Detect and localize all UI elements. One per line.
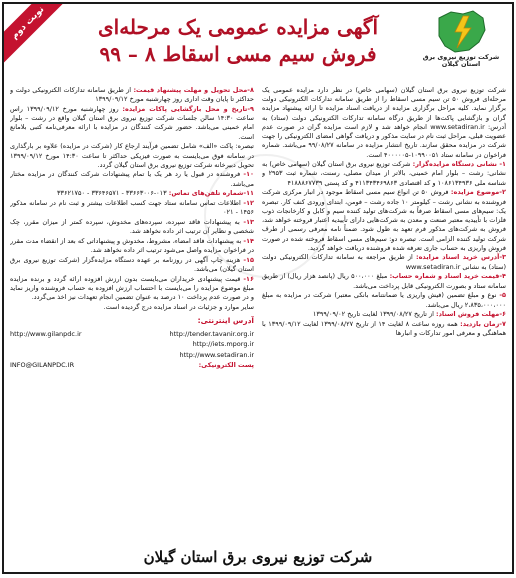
clause-text: هزینه چاپ آگهی در روزنامه بر عهده دستگاه مزایده‌گزار (شرکت توزیع نیروی برق استان گیلان) می‌باشد. <box>10 255 254 274</box>
clause-label: ۱۱-شماره تلفن‌های تماس: <box>168 189 254 198</box>
clause-item <box>10 275 254 303</box>
clause-label: ۱۵- <box>243 255 254 264</box>
clause-text: نوع و مبلغ تضمین (فیش واریزی یا ضمانتنامه بانکی معتبر) شرکت در مزایده به مبلغ ۲،۸۳۵،۰۰۰،۰۰۰ ریال می‌باشد. <box>262 291 506 309</box>
clause-text: فروش ۵۰ تن انواع سیم مسی اسقاط موجود در انبار مرکزی شرکت فروشنده به نشانی رشت – کیلومتر ۱۰ جاده رشت – فومن، ابتدای ورودی کنف کار. تبصره یک: سیم‌های مسی اسقاط صرفاً به شرکت‌های تولید کننده سیم و کابل و کارخانجات ذوب فلزات با تأییدیه معتبر صنعت و معدن به شرکت‌هایی دارای تأییدیه اعتبار فروخته خواهد شد، فروش به شرکت‌های مذکور فرم تعهد به طول شود. ضمناً نامه معرفی رسمی از طرف شرکت تولید کننده الزامی است. تبصره دو: سیم‌های مسی اسقاط فروخته شده در صورت فروش واریزی به حساب جاری تعرفه شده فروشنده دریافت خواهد گردید. <box>262 188 506 252</box>
website-row <box>10 329 254 339</box>
clause-label: ۵- <box>499 291 506 300</box>
clause-item <box>10 237 254 255</box>
email-address[interactable]: INFO@GILANPDC.IR <box>10 361 75 370</box>
clause-text: اطلاعات تماس سامانه ستاد جهت کسب اطلاعات بیشتر و ثبت نام در سامانه مذکور ۱۴۵۶ - ۰۲۱ <box>10 199 254 217</box>
round-badge: نوبت دوم <box>2 2 71 66</box>
clause-text: سایر موارد و جزئیات در اسناد مزایده درج گردیده است. <box>103 303 254 312</box>
clause-label: ۳-آدرس خرید اسناد مزایده: <box>416 253 506 262</box>
email-row <box>10 360 254 370</box>
logo-caption-line1: شرکت توزیع نیروی برق <box>422 53 500 61</box>
left-column <box>10 86 254 542</box>
clause-label: ۶-مهلت فروش اسناد: <box>435 310 506 319</box>
clause-item <box>10 256 254 274</box>
clause-text: به پیشنهادات فاقد سپرده، سپرده‌های مخدوش، سپرده کمتر از میزان مقرر، چک شخصی و نظایر آن ترتیب اثر داده نخواهد شد. <box>10 218 254 236</box>
clause-text: از تاریخ ۱۳۹۹/۰۸/۲۷ لغایت تاریخ ۱۳۹۹/۰۹/۰۲ <box>312 310 434 319</box>
tender-ad <box>2 2 514 574</box>
iran-map-lightning-icon <box>433 8 489 54</box>
clause-label: ۱۳- <box>243 218 254 227</box>
websites-title: آدرس اینترنتی: <box>197 316 254 326</box>
email-label: پست الکترونیکی: <box>198 361 254 370</box>
clause-label: ۱۰- <box>243 170 254 179</box>
clause-text: فروشنده در قبول یا رد هر یک یا تمام پیشنهادات شرکت کنندگان در مزایده مختار می‌باشد. <box>10 170 254 188</box>
clause-text: از طریق مراجعه به سامانه تدارکات الکترونیکی دولت (ستاد) به نشانی www.setadiran.ir <box>262 253 506 271</box>
right-column <box>262 86 506 542</box>
clause-text: به پیشنهادات فاقد امضاء، مشروط، مخدوش و پیشنهاداتی که بعد از انقضاء مدت مقرر در فراخوان مزایده واصل می‌شود ترتیب اثر داده نخواهد شد. <box>10 237 254 255</box>
clause-text: مبلغ ۵۰۰،۰۰۰ ریال (پانصد هزار ریال) از طریق سامانه ستاد و بصورت الکترونیکی قابل پرداخت می‌باشد. <box>262 272 506 290</box>
website-link[interactable]: http://www.setadiran.ir <box>179 350 254 359</box>
company-logo <box>422 8 500 69</box>
clause-label: ۷-زمان بازدید: <box>460 319 506 328</box>
clause-text: همه روزه ساعت ۸ لغایت ۱۴ از تاریخ ۱۳۹۹/۰۸/۲۷ لغایت ۱۳۹۹/۰۹/۱۲ با هماهنگی و معرفی امور تدارکات و انبارها <box>262 319 506 338</box>
clause-item <box>262 253 506 271</box>
clause-label: ۱۴- <box>243 237 254 245</box>
ad-title: آگهی مزایده عمومی یک مرحله‌ای <box>97 15 378 39</box>
clause-label: ۴-قیمت خرید اسناد و شماره حساب: <box>389 272 506 281</box>
clause-item <box>262 310 506 319</box>
title-block <box>64 14 412 68</box>
clause-text: ۰۱۳-۳۳۶۶۳۰۰۶ - ۳۳۶۴۶۵۷۱ - ۳۳۶۲۱۷۵۰ <box>57 189 167 198</box>
website-link[interactable]: http://iets.mporg.ir <box>192 340 254 349</box>
clause-text: قیمت پیشنهادی خریداران می‌بایست بدون ارزش افزوده ارائه گردد و برنده مزایده مبلغ موضوع مزایده را می‌بایست با احتساب ارزش افزوده به حساب فروشنده واریز نماید و در صورت عدم پرداخت ۱۰ درصد به عنوان تضمین انجام تعهدات نیز اخذ می‌گردد. <box>10 274 254 302</box>
intro-paragraph: شرکت توزیع نیروی برق استان گیلان (سهامی خاص) در نظر دارد مزایده عمومی یک مرحله‌ای فروش ۵۰ تن سیم مسی اسقاط را از طریق سامانه تدارکات الکترونیکی دولت برگزار نماید. کلیه مراحل برگزاری مزایده از دریافت اسناد مزایده تا ارائه پیشنهاد مزایده گران و بازگشایی پاکت‌ها از طریق درگاه سامانه تدارکات الکترونیکی دولت (ستاد) به آدرس: www.setadiran.ir انجام خواهد شد و لازم است مزایده گران در صورت عدم عضویت قبلی، مراحل ثبت نام در سایت مذکور و دریافت گواهی امضای الکترونیکی را جهت شرکت در مزایده محقق سازند. تاریخ انتشار مزایده در سامانه ۹۹/۰۸/۲۷ می‌باشد. شماره فراخوان در سامانه ستاد ۱۰۹۹۰۰۵۱-۴۰۰۰۰۰۵ است. <box>262 86 506 159</box>
clause-item <box>10 170 254 188</box>
clause-label: ۱- نشانی دستگاه مزایده‌گزار: <box>412 160 506 169</box>
websites-block <box>10 316 254 370</box>
clause-label: ۸-محل تحویل و مهلت پیشنهاد قیمت: <box>133 86 254 94</box>
website-row <box>10 339 254 349</box>
clause-label: ۱۶- <box>243 274 254 283</box>
clause-label: ۱۲- <box>243 199 254 208</box>
logo-caption-line2: استان گیلان <box>441 60 481 69</box>
website-link[interactable]: http://tender.tavanir.org.ir <box>169 329 254 338</box>
company-footer: شرکت توزیع نیروی برق استان گیلان <box>143 548 373 566</box>
ad-body <box>10 86 506 542</box>
clause-item <box>10 142 254 170</box>
clause-label: ۲-موضوع مزایده: <box>450 188 506 197</box>
clause-item <box>262 272 506 290</box>
clause-item <box>262 291 506 309</box>
ad-subtitle: فروش سیم مسی اسقاط ۸ – ۹۹ <box>99 42 377 66</box>
clause-item <box>10 105 254 142</box>
ad-header <box>4 4 512 86</box>
clause-item <box>262 160 506 188</box>
clause-item <box>10 189 254 198</box>
clause-item <box>10 218 254 236</box>
clause-text: شرکت توزیع نیروی برق استان گیلان (سهامی خاص) به نشانی: رشت – بلوار امام خمینی، بالاتر از میدان مصلی، رسنت، شماره ثبت ۲۹۵۳ و شناسه ملی ۱۰۸۶۱۳۴۹۳۶ و کد اقتصادی ۴۱۱۳۴۳۴۶۹۸۶۳ و کد پستی ۴۱۸۸۸۶۷۷۳۹ <box>262 160 506 187</box>
clause-item <box>10 199 254 217</box>
clause-text: روز چهارشنبه مورخ ۱۳۹۹/۰۹/۱۲ راس ساعت ۱۴:۳۰ سالن جلسات شرکت توزیع نیروی برق استان گیلان واقع در رشت – بلوار امام خمینی می‌باشد. حضور شرکت کنندگان در مزایده با ارائه معرفی‌نامه کتبی بلامانع است. <box>10 104 254 141</box>
clause-item <box>262 188 506 253</box>
clause-label: ۹-تاریخ و محل بازگشایی پاکات مزایده: <box>122 104 254 113</box>
clause-text: تبصره: پاکت «الف» شامل تضمین فرآیند ارجاع کار (شرکت در مزایده) علاوه بر بارگذاری در سامانه فوق می‌بایست به صورت فیزیکی حداکثر تا ساعت ۱۴:۳۰ مورخ ۱۳۹۹/۰۹/۱۲ تحویل دبیرخانه شرکت توزیع نیروی برق استان گیلان گردد. <box>10 142 254 169</box>
clause-item <box>10 303 254 312</box>
clause-item <box>10 86 254 104</box>
website-link[interactable]: http://www.gilanpdc.ir <box>10 329 82 338</box>
clause-text: از طریق سامانه تدارکات الکترونیکی دولت و حداکثر تا پایان وقت اداری روز چهارشنبه مورخ ۱۳۹۹/۰۹/۱۲ <box>10 86 254 104</box>
website-row <box>10 350 254 360</box>
clause-item <box>262 320 506 338</box>
